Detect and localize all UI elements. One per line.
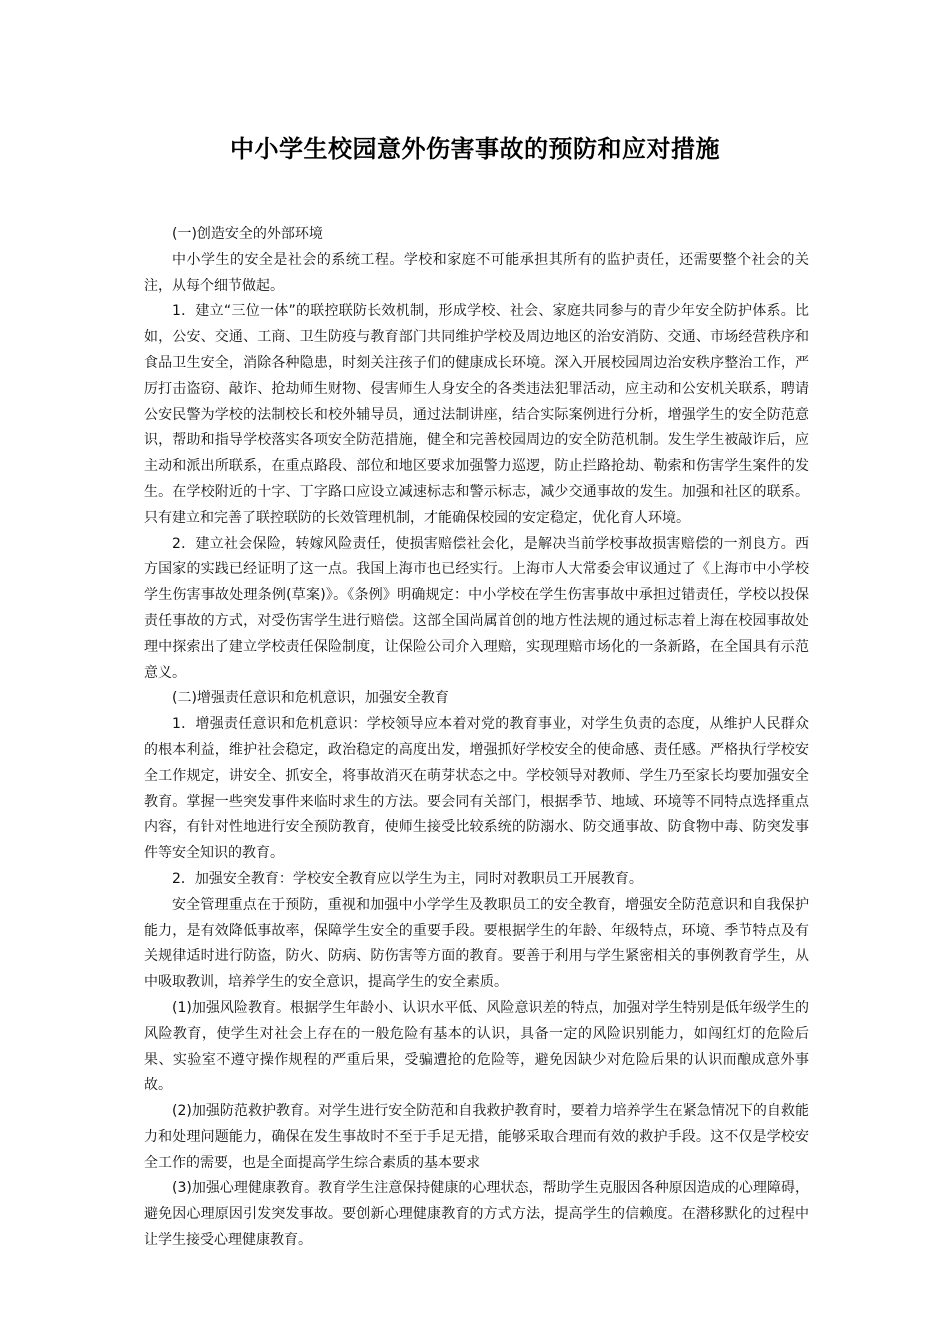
section-heading-2: (二)增强责任意识和危机意识，加强安全教育 [172,690,449,707]
document-body [144,222,809,1254]
paragraph: (1)加强风险教育。根据学生年龄小、认识水平低、风险意识差的特点，加强对学生特别是低年级学生的风险教育，使学生对社会上存在的一般危险有基本的认识，具备一定的风险识别能力，如闯红灯的危险后果、实验室不遵守操作规程的严重后果，受骗遭抢的危险等，避免因缺少对危险后果的认识而酿成意外事故。 [144,999,809,1094]
paragraph: (2)加强防范救护教育。对学生进行安全防范和自我救护教育时，要着力培养学生在紧急情况下的自救能力和处理问题能力，确保在发生事故时不至于手足无措，能够采取合理而有效的救护手段。这不仅是学校安全工作的需要，也是全面提高学生综合素质的基本要求 [144,1103,809,1171]
document-title: 中小学生校园意外伤害事故的预防和应对措施 [230,135,720,163]
paragraph: 2．建立社会保险，转嫁风险责任，使损害赔偿社会化，是解决当前学校事故损害赔偿的一剂良方。西方国家的实践已经证明了这一点。我国上海市也已经实行。上海市人大常委会审议通过了《上海市中小学校学生伤害事故处理条例(草案)》。《条例》明确规定：中小学校在学生伤害事故中承担过错责任，学校以投保责任事故的方式，对受伤害学生进行赔偿。这部全国尚属首创的地方性法规的通过标志着上海在校园事故处理中探索出了建立学校责任保险制度，让保险公司介入理赔，实现理赔市场化的一条新路，在全国具有示范意义。 [144,535,809,681]
paragraph: 中小学生的安全是社会的系统工程。学校和家庭不可能承担其所有的监护责任，还需要整个社会的关注，从每个细节做起。 [144,251,809,294]
section-heading-1: (一)创造安全的外部环境 [172,226,323,242]
paragraph: 1．增强责任意识和危机意识：学校领导应本着对党的教育事业，对学生负责的态度，从维护人民群众的根本利益，维护社会稳定，政治稳定的高度出发，增强抓好学校安全的使命感、责任感。严格执行学校安全工作规定，讲安全、抓安全，将事故消灭在萌芽状态之中。学校领导对教师、学生乃至家长均要加强安全教育。掌握一些突发事件来临时求生的方法。要会同有关部门，根据季节、地域、环境等不同特点选择重点内容，有针对性地进行安全预防教育，使师生接受比较系统的防溺水、防交通事故、防食物中毒、防突发事件等安全知识的教育。 [144,716,809,862]
paragraph: 1．建立“三位一体”的联控联防长效机制，形成学校、社会、家庭共同参与的青少年安全防护体系。比如，公安、交通、工商、卫生防疫与教育部门共同维护学校及周边地区的治安消防、交通、市场经营秩序和食品卫生安全，消除各种隐患，时刻关注孩子们的健康成长环境。深入开展校园周边治安秩序整治工作，严厉打击盗窃、敲诈、抢劫师生财物、侵害师生人身安全的各类违法犯罪活动，应主动和公安机关联系，聘请公安民警为学校的法制校长和校外辅导员，通过法制讲座，结合实际案例进行分析，增强学生的安全防范意识，帮助和指导学校落实各项安全防范措施，健全和完善校园周边的安全防范机制。发生学生被敲诈后，应主动和派出所联系，在重点路段、部位和地区要求加强警力巡逻，防止拦路抢劫、勒索和伤害学生案件的发生。在学校附近的十字、丁字路口应设立减速标志和警示标志，减少交通事故的发生。加强和社区的联系。只有建立和完善了联控联防的长效管理机制，才能确保校园的安定稳定，优化育人环境。 [144,303,809,526]
paragraph: 2．加强安全教育：学校安全教育应以学生为主，同时对教职员工开展教育。 [172,870,643,887]
paragraph: 安全管理重点在于预防，重视和加强中小学学生及教职员工的安全教育，增强安全防范意识和自我保护能力，是有效降低事故率，保障学生安全的重要手段。要根据学生的年龄、年级特点，环境、季节特点及有关规律适时进行防盗，防火、防病、防伤害等方面的教育。要善于利用与学生紧密相关的事例教育学生，从中吸取教训，培养学生的安全意识，提高学生的安全素质。 [144,896,809,991]
paragraph: (3)加强心理健康教育。教育学生注意保持健康的心理状态，帮助学生克服因各种原因造成的心理障碍，避免因心理原因引发突发事故。要创新心理健康教育的方式方法，提高学生的信赖度。在潜移默化的过程中让学生接受心理健康教育。 [144,1180,809,1249]
